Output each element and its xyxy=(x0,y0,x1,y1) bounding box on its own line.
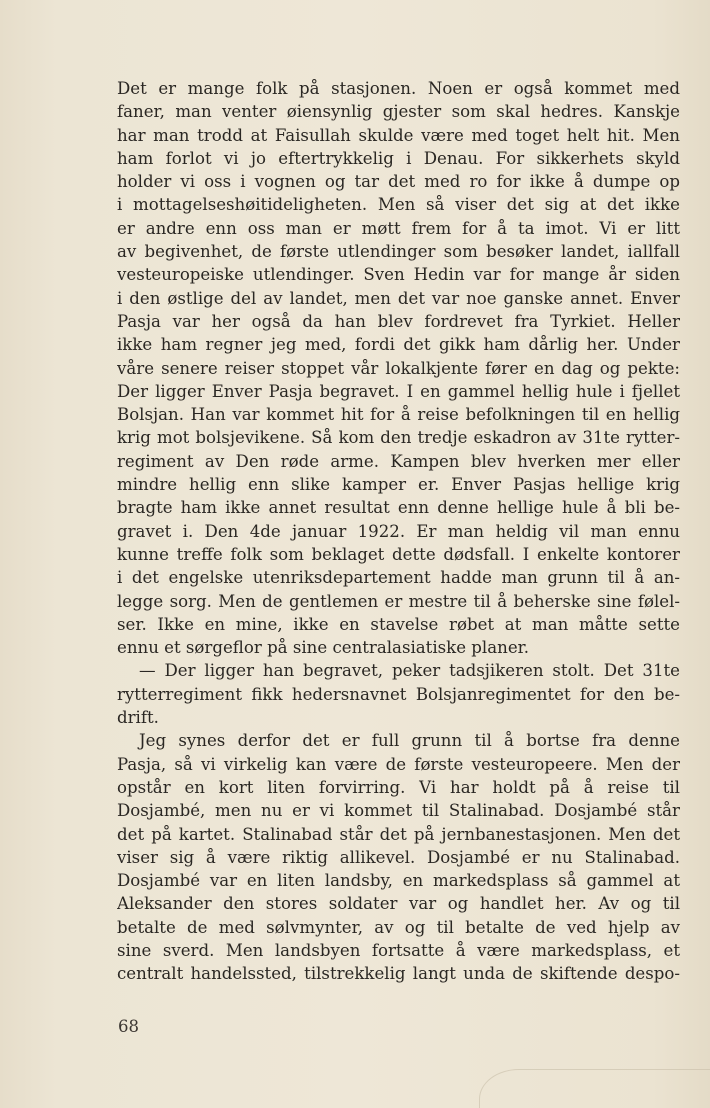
text-line: sine sverd. Men landsbyen fortsatte å være markedsplass, et xyxy=(117,940,680,960)
text-line: legge sorg. Men de gentlemen er mestre til å beherske sine følel- xyxy=(117,591,680,611)
text-line: det på kartet. Stalinabad står det på jernbanestasjonen. Men det xyxy=(117,824,680,844)
text-line: krig mot bolsjevikene. Så kom den tredje eskadron av 31te rytter- xyxy=(117,428,680,448)
text-line: faner, man venter øiensynlig gjester som skal hedres. Kanskje xyxy=(117,102,680,122)
text-line: Jeg synes derfor det er full grunn til å bortse fra denne xyxy=(139,731,680,751)
text-line: viser sig å være riktig allikevel. Dosjambé er nu Stalinabad. xyxy=(117,847,680,867)
text-line: har man trodd at Faisullah skulde være med toget helt hit. Men xyxy=(117,125,680,145)
text-line: Pasja var her også da han blev fordrevet fra Tyrkiet. Heller xyxy=(117,311,680,331)
page-number: 68 xyxy=(118,1017,139,1036)
body-text xyxy=(117,77,680,986)
text-line: regiment av Den røde arme. Kampen blev hverken mer eller xyxy=(117,451,680,471)
text-line: mindre hellig enn slike kamper er. Enver Pasjas hellige krig xyxy=(117,475,680,495)
text-line: våre senere reiser stoppet vår lokalkjente fører en dag og pekte: xyxy=(117,358,680,378)
text-line: Pasja, så vi virkelig kan være de første vesteuropeere. Men der xyxy=(117,754,680,774)
text-line: rytterregiment fikk hedersnavnet Bolsjanregimentet for den be- xyxy=(117,684,680,704)
text-line: Dosjambé var en liten landsby, en markedsplass så gammel at xyxy=(117,871,680,891)
text-line: bragte ham ikke annet resultat enn denne hellige hule å bli be- xyxy=(117,498,680,518)
text-line: i mottagelseshøitideligheten. Men så viser det sig at det ikke xyxy=(117,195,680,215)
text-line: kunne treffe folk som beklaget dette dødsfall. I enkelte kontorer xyxy=(117,544,680,564)
text-line: Der ligger Enver Pasja begravet. I en gammel hellig hule i fjellet xyxy=(117,381,680,401)
text-line: Bolsjan. Han var kommet hit for å reise befolkningen til en hellig xyxy=(117,405,680,425)
text-line: ennu et sørgeflor på sine centralasiatiske planer. xyxy=(117,638,530,658)
text-line: betalte de med sølvmynter, av og til betalte de ved hjelp av xyxy=(117,917,680,937)
text-line: opstår en kort liten forvirring. Vi har holdt på å reise til xyxy=(117,777,680,797)
text-line: av begivenhet, de første utlendinger som besøker landet, iallfall xyxy=(117,242,680,262)
text-line: gravet i. Den 4de januar 1922. Er man heldig vil man ennu xyxy=(117,521,680,541)
text-line: vesteuropeiske utlendinger. Sven Hedin var for mange år siden xyxy=(117,265,680,285)
text-line: holder vi oss i vognen og tar det med ro for ikke å dumpe op xyxy=(117,172,680,192)
text-line: ser. Ikke en mine, ikke en stavelse røbet at man måtte sette xyxy=(117,614,680,634)
text-line: Det er mange folk på stasjonen. Noen er også kommet med xyxy=(117,79,680,98)
text-line: drift. xyxy=(117,708,159,728)
text-line: i den østlige del av landet, men det var noe ganske annet. Enver xyxy=(117,288,680,308)
page-corner-fold xyxy=(479,1069,710,1108)
text-line: Dosjambé, men nu er vi kommet til Stalinabad. Dosjambé står xyxy=(117,801,680,821)
text-line: — Der ligger han begravet, peker tadsjikeren stolt. Det 31te xyxy=(139,661,680,681)
text-line: ikke ham regner jeg med, fordi det gikk ham dårlig her. Under xyxy=(117,335,680,355)
text-line: er andre enn oss man er møtt frem for å ta imot. Vi er litt xyxy=(117,218,680,238)
text-line: Aleksander den stores soldater var og handlet her. Av og til xyxy=(117,894,680,914)
text-line: ham forlot vi jo eftertrykkelig i Denau. For sikkerhets skyld xyxy=(117,148,680,168)
text-line: i det engelske utenriksdepartement hadde man grunn til å an- xyxy=(117,568,680,588)
text-line: centralt handelssted, tilstrekkelig langt unda de skiftende despo- xyxy=(117,964,680,984)
